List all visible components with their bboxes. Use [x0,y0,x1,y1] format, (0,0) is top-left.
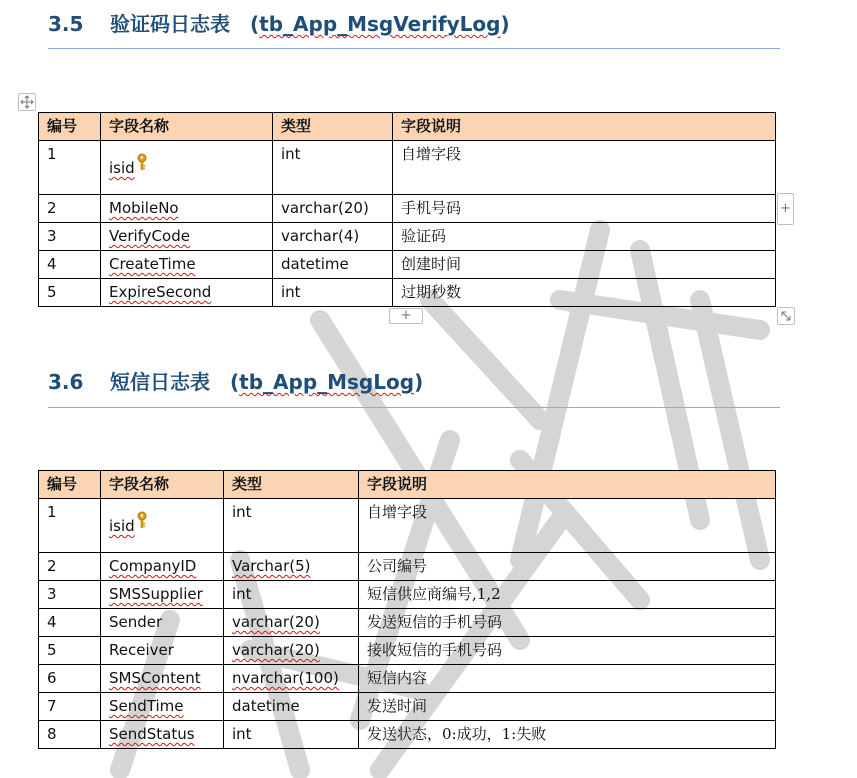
field-name: isid [109,159,135,177]
table-name: (tb_App_MsgVerifyLog) [250,12,510,36]
header-cell: 字段名称 [101,471,224,499]
table-row [39,721,776,749]
cell-no: 3 [39,581,101,609]
cell-type: varchar(20) [273,195,393,223]
cell-no: 8 [39,721,101,749]
field-name: CreateTime [109,255,196,273]
field-name: Receiver [109,641,174,659]
cell-no: 1 [39,141,101,195]
table-row [39,609,776,637]
section-number: 3.6 [48,370,84,394]
cell-desc: 发送时间 [359,693,776,721]
cell-type: int [224,581,359,609]
field-name: Sender [109,613,163,631]
field-name: VerifyCode [109,227,190,245]
table-row [39,665,776,693]
cell-desc: 手机号码 [393,195,776,223]
key-icon [135,153,149,171]
cell-no: 5 [39,279,101,307]
cell-desc: 创建时间 [393,251,776,279]
table-name: (tb_App_MsgLog) [230,370,424,394]
cell-desc: 过期秒数 [393,279,776,307]
header-cell: 字段说明 [393,113,776,141]
cell-no: 2 [39,195,101,223]
cell-desc: 验证码 [393,223,776,251]
cell-field [101,499,224,553]
field-name: SendTime [109,697,184,715]
heading-rule [48,48,780,49]
field-name: MobileNo [109,199,179,217]
cell-desc: 公司编号 [359,553,776,581]
cell-no: 5 [39,637,101,665]
field-name: CompanyID [109,557,197,575]
table-move-handle[interactable] [18,93,36,111]
field-name: ExpireSecond [109,283,212,301]
field-name: SMSSupplier [109,585,203,603]
cell-field [101,693,224,721]
cell-type: datetime [224,693,359,721]
section-title: 短信日志表 [110,370,210,394]
cell-no: 2 [39,553,101,581]
header-cell: 字段名称 [101,113,273,141]
table-row [39,279,776,307]
key-icon [135,511,149,529]
cell-field [101,637,224,665]
msg-log-table [38,470,776,749]
section-heading-3-6 [48,366,423,395]
header-cell: 类型 [273,113,393,141]
verify-log-table [38,112,776,307]
table-row [39,251,776,279]
header-cell: 编号 [39,113,101,141]
cell-no: 6 [39,665,101,693]
cell-field [101,223,273,251]
cell-field [101,581,224,609]
table-row [39,693,776,721]
header-cell: 类型 [224,471,359,499]
cell-no: 3 [39,223,101,251]
cell-type: Varchar(5) [224,553,359,581]
table-row [39,553,776,581]
cell-type: varchar(4) [273,223,393,251]
section-heading-3-5 [48,8,510,37]
section-number: 3.5 [48,12,84,36]
cell-field [101,609,224,637]
cell-field [101,279,273,307]
cell-no: 4 [39,609,101,637]
cell-field [101,721,224,749]
cell-desc: 短信内容 [359,665,776,693]
section-title: 验证码日志表 [110,12,230,36]
cell-desc: 接收短信的手机号码 [359,637,776,665]
cell-type: varchar(20) [224,637,359,665]
table-row [39,637,776,665]
cell-type: varchar(20) [224,609,359,637]
cell-field [101,251,273,279]
cell-no: 1 [39,499,101,553]
cell-desc: 发送短信的手机号码 [359,609,776,637]
cell-type: nvarchar(100) [224,665,359,693]
cell-desc: 自增字段 [359,499,776,553]
header-cell: 编号 [39,471,101,499]
header-cell: 字段说明 [359,471,776,499]
heading-rule [48,407,780,408]
add-column-button[interactable] [777,193,794,225]
plus-icon: + [780,201,791,216]
field-name: SendStatus [109,725,195,743]
add-row-button[interactable] [389,308,423,324]
cell-type: int [273,141,393,195]
cell-field [101,553,224,581]
table-row [39,499,776,553]
cell-no: 7 [39,693,101,721]
cell-desc: 发送状态，0:成功，1:失败 [359,721,776,749]
table-row [39,581,776,609]
cell-type: int [224,499,359,553]
cell-field [101,141,273,195]
table-header-row [39,471,776,499]
resize-diagonal-icon [778,308,794,324]
table-row [39,195,776,223]
cell-field [101,665,224,693]
table-header-row [39,113,776,141]
table-resize-handle[interactable] [777,307,795,325]
cell-type: int [273,279,393,307]
field-name: SMSContent [109,669,201,687]
cell-no: 4 [39,251,101,279]
cell-type: datetime [273,251,393,279]
cell-type: int [224,721,359,749]
cell-desc: 自增字段 [393,141,776,195]
table-row [39,141,776,195]
field-name: isid [109,517,135,535]
cell-field [101,195,273,223]
move-arrows-icon [19,94,35,110]
table-row [39,223,776,251]
cell-desc: 短信供应商编号,1,2 [359,581,776,609]
plus-icon: + [400,308,412,323]
